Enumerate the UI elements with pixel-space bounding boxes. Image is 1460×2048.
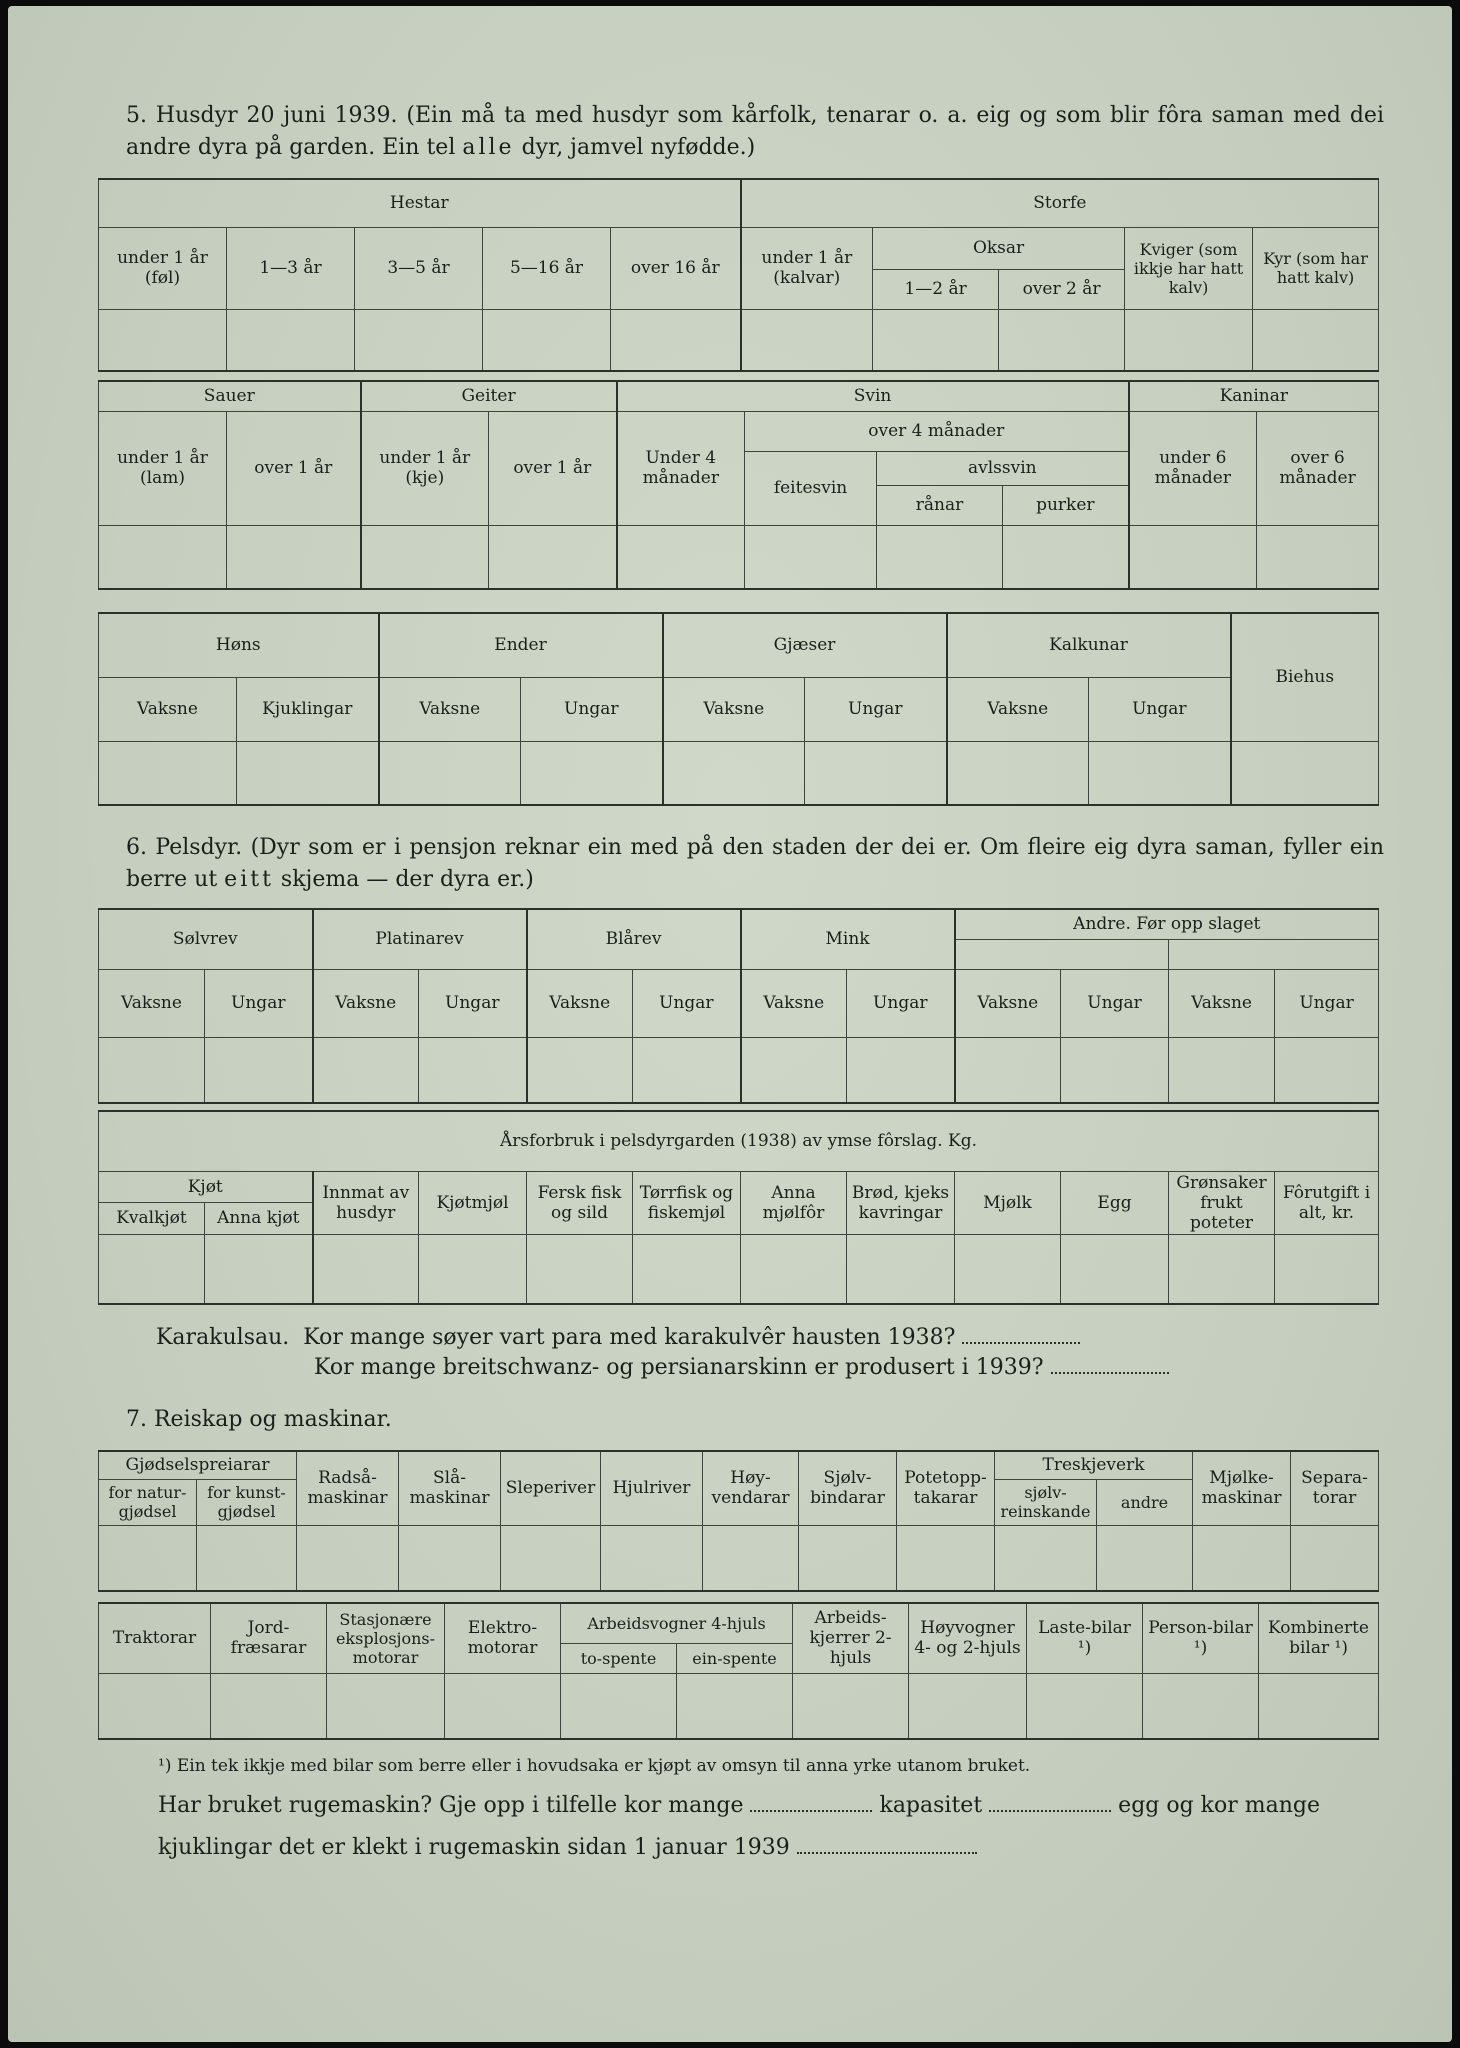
cell-ender-vaksne[interactable] xyxy=(379,741,521,805)
cell-kyr[interactable] xyxy=(1253,309,1379,371)
cell-gjaeser-ungar[interactable] xyxy=(805,741,947,805)
cell-einspente[interactable] xyxy=(677,1673,793,1739)
cell-anna-kjot[interactable] xyxy=(205,1234,313,1304)
header-kalkunar: Kalkunar xyxy=(947,613,1231,677)
cell-sla[interactable] xyxy=(399,1525,501,1591)
cell-geit-over[interactable] xyxy=(489,525,617,589)
section-6-heading: 6. Pelsdyr. (Dyr som er i pensjon reknar ein med på den staden der dei er. Om fleire eig dyra saman, fyller ein berre ut eitt skjema — der dyra er.) xyxy=(126,835,1384,892)
col-naturgjodsel: for natur-gjødsel xyxy=(99,1479,197,1525)
col-kalkunar-vaksne: Vaksne xyxy=(947,677,1089,741)
col-blarev-ungar: Ungar xyxy=(633,969,741,1037)
header-storfe: Storfe xyxy=(741,179,1379,227)
col-anna-kjot: Anna kjøt xyxy=(205,1203,313,1235)
col-sjolvbindarar: Sjølv-bindarar xyxy=(799,1451,897,1525)
rugemaskin-kapasitet-answer[interactable] xyxy=(989,1794,1111,1812)
col-oksar-1-2: 1—2 år xyxy=(873,269,999,309)
cell-torrfisk[interactable] xyxy=(633,1234,741,1304)
cell-kvalkjot[interactable] xyxy=(99,1234,205,1304)
table-pelsdyr xyxy=(98,908,1379,1104)
cell-mjolk[interactable] xyxy=(955,1234,1061,1304)
cell-kviger[interactable] xyxy=(1125,309,1253,371)
col-kyr: Kyr (som har hatt kalv) xyxy=(1253,227,1379,309)
cell-sau-over[interactable] xyxy=(227,525,361,589)
col-hest-3-5: 3—5 år xyxy=(355,227,483,309)
cell-hest-3-5[interactable] xyxy=(355,309,483,371)
col-kunstgjodsel: for kunst-gjødsel xyxy=(197,1479,297,1525)
cell-mink-ungar[interactable] xyxy=(847,1037,955,1103)
table-sauer-svin xyxy=(98,380,1379,590)
col-kombinerte-bilar: Kombinerte bilar ¹) xyxy=(1259,1603,1379,1673)
cell-blarev-ungar[interactable] xyxy=(633,1037,741,1103)
cell-kalkunar-vaksne[interactable] xyxy=(947,741,1089,805)
cell-gjaeser-vaksne[interactable] xyxy=(663,741,805,805)
table-reiskap-1 xyxy=(98,1450,1379,1592)
col-lastebilar: Laste-bilar ¹) xyxy=(1027,1603,1143,1673)
cell-fersk-fisk[interactable] xyxy=(527,1234,633,1304)
col-sleperiver: Sleperiver xyxy=(501,1451,601,1525)
header-hestar: Hestar xyxy=(99,179,741,227)
cell-hons-vaksne[interactable] xyxy=(99,741,237,805)
col-andre1-vaksne: Vaksne xyxy=(955,969,1061,1037)
cell-kombinerte-bilar[interactable] xyxy=(1259,1673,1379,1739)
cell-kunstgjodsel[interactable] xyxy=(197,1525,297,1591)
cell-tospente[interactable] xyxy=(561,1673,677,1739)
cell-stasjonaere-motorar[interactable] xyxy=(327,1673,445,1739)
rugemaskin-line-2: kjuklingar det er klekt i rugemaskin sidan 1 januar 1939 xyxy=(158,1832,1388,1864)
cell-sjolvreinskande[interactable] xyxy=(995,1525,1097,1591)
cell-solvrev-vaksne[interactable] xyxy=(99,1037,205,1103)
cell-andre1-vaksne[interactable] xyxy=(955,1037,1061,1103)
cell-biehus[interactable] xyxy=(1231,741,1379,805)
andre-slag-2[interactable] xyxy=(1169,939,1379,969)
cell-purker[interactable] xyxy=(1003,525,1129,589)
cell-potetopptakarar[interactable] xyxy=(897,1525,995,1591)
cell-innmat[interactable] xyxy=(313,1234,419,1304)
col-hons-vaksne: Vaksne xyxy=(99,677,237,741)
cell-andre2-ungar[interactable] xyxy=(1275,1037,1379,1103)
cell-elektromotorar[interactable] xyxy=(445,1673,561,1739)
cell-jordfresarar[interactable] xyxy=(211,1673,327,1739)
col-gjaeser-vaksne: Vaksne xyxy=(663,677,805,741)
andre-slag-1[interactable] xyxy=(955,939,1169,969)
table-fjorfe xyxy=(98,612,1379,806)
cell-hest-over16[interactable] xyxy=(611,309,741,371)
cell-hons-kjuklingar[interactable] xyxy=(237,741,379,805)
arsforbruk-title: Årsforbruk i pelsdyrgarden (1938) av ymse fôrslag. Kg. xyxy=(99,1111,1379,1171)
col-mjolkemaskinar: Mjølke-maskinar xyxy=(1193,1451,1291,1525)
section-7-heading: 7. Reiskap og maskinar. xyxy=(126,1407,392,1432)
col-svin-over: over 4 månader xyxy=(745,411,1129,451)
cell-kan-under[interactable] xyxy=(1129,525,1257,589)
col-solvrev-ungar: Ungar xyxy=(205,969,313,1037)
col-sjolvreinskande: sjølv-reinskande xyxy=(995,1479,1097,1525)
col-potetopptakarar: Potetopp-takarar xyxy=(897,1451,995,1525)
col-mink-vaksne: Vaksne xyxy=(741,969,847,1037)
col-einspente: ein-spente xyxy=(677,1643,793,1673)
header-solvrev: Sølvrev xyxy=(99,909,313,969)
header-blarev: Blårev xyxy=(527,909,741,969)
col-jordfresarar: Jord-fræsarar xyxy=(211,1603,327,1673)
cell-platinarev-ungar[interactable] xyxy=(419,1037,527,1103)
col-gjaeser-ungar: Ungar xyxy=(805,677,947,741)
col-purker: purker xyxy=(1003,485,1129,525)
col-arbeidsvogner: Arbeidsvogner 4-hjuls xyxy=(561,1603,793,1643)
rugemaskin-kjuklingar-answer[interactable] xyxy=(797,1836,977,1854)
header-biehus: Biehus xyxy=(1231,613,1379,741)
cell-radsa[interactable] xyxy=(297,1525,399,1591)
cell-anna-mjolfor[interactable] xyxy=(741,1234,847,1304)
col-kvalkjot: Kvalkjøt xyxy=(99,1203,205,1235)
header-platinarev: Platinarev xyxy=(313,909,527,969)
header-svin: Svin xyxy=(617,381,1129,411)
cell-arbeidskjerrer[interactable] xyxy=(793,1673,909,1739)
header-sauer: Sauer xyxy=(99,381,361,411)
col-hest-5-16: 5—16 år xyxy=(483,227,611,309)
col-mink-ungar: Ungar xyxy=(847,969,955,1037)
table-arsforbruk xyxy=(98,1110,1379,1305)
col-hest-over16: over 16 år xyxy=(611,227,741,309)
col-gronsaker: Grønsaker frukt poteter xyxy=(1169,1171,1275,1234)
header-gjaeser: Gjæser xyxy=(663,613,947,677)
cell-traktorar[interactable] xyxy=(99,1673,211,1739)
header-ender: Ender xyxy=(379,613,663,677)
col-stasjonaere-motorar: Stasjonære eksplosjons-motorar xyxy=(327,1603,445,1673)
karakul-q1: Karakulsau. Kor mange søyer vart para med karakulvêr hausten 1938? xyxy=(156,1322,1396,1354)
cell-blarev-vaksne[interactable] xyxy=(527,1037,633,1103)
cell-mink-vaksne[interactable] xyxy=(741,1037,847,1103)
footnote: ¹) Ein tek ikkje med bilar som berre eller i hovudsaka er kjøpt av omsyn til anna yrke utanom bruket. xyxy=(158,1756,1031,1776)
cell-forutgift[interactable] xyxy=(1275,1234,1379,1304)
col-mjolk: Mjølk xyxy=(955,1171,1061,1234)
col-oksar: Oksar xyxy=(873,227,1125,269)
col-platinarev-vaksne: Vaksne xyxy=(313,969,419,1037)
col-kalkunar-ungar: Ungar xyxy=(1089,677,1231,741)
col-ranar: rånar xyxy=(877,485,1003,525)
cell-kje[interactable] xyxy=(361,525,489,589)
col-elektromotorar: Elektro-motorar xyxy=(445,1603,561,1673)
col-solvrev-vaksne: Vaksne xyxy=(99,969,205,1037)
col-radsa: Radså-maskinar xyxy=(297,1451,399,1525)
col-oksar-over2: over 2 år xyxy=(999,269,1125,309)
col-separatorar: Separa-torar xyxy=(1291,1451,1379,1525)
col-kan-under: under 6 månader xyxy=(1129,411,1257,525)
cell-solvrev-ungar[interactable] xyxy=(205,1037,313,1103)
col-hoyvogner: Høyvogner 4- og 2-hjuls xyxy=(909,1603,1027,1673)
rugemaskin-line-1: Har bruket rugemaskin? Gje opp i tilfelle kor mange kapasitet egg og kor mange xyxy=(158,1793,1321,1818)
col-tresk-andre: andre xyxy=(1097,1479,1193,1525)
form-page xyxy=(8,6,1452,2042)
cell-personbilar[interactable] xyxy=(1143,1673,1259,1739)
col-sau-over: over 1 år xyxy=(227,411,361,525)
col-hons-kjuklingar: Kjuklingar xyxy=(237,677,379,741)
header-andre: Andre. Før opp slaget xyxy=(955,909,1379,939)
cell-kalvar[interactable] xyxy=(741,309,873,371)
cell-egg[interactable] xyxy=(1061,1234,1169,1304)
cell-kjotmjol[interactable] xyxy=(419,1234,527,1304)
header-mink: Mink xyxy=(741,909,955,969)
cell-tresk-andre[interactable] xyxy=(1097,1525,1193,1591)
cell-platinarev-vaksne[interactable] xyxy=(313,1037,419,1103)
col-ender-ungar: Ungar xyxy=(521,677,663,741)
col-treskjeverk: Treskjeverk xyxy=(995,1451,1193,1479)
col-ender-vaksne: Vaksne xyxy=(379,677,521,741)
cell-andre1-ungar[interactable] xyxy=(1061,1037,1169,1103)
col-fersk-fisk: Fersk fisk og sild xyxy=(527,1171,633,1234)
cell-brod[interactable] xyxy=(847,1234,955,1304)
col-egg: Egg xyxy=(1061,1171,1169,1234)
col-hjulriver: Hjulriver xyxy=(601,1451,703,1525)
col-hest-under1: under 1 år (føl) xyxy=(99,227,227,309)
col-tospente: to-spente xyxy=(561,1643,677,1673)
section-5-heading: 5. Husdyr 20 juni 1939. (Ein må ta med husdyr som kårfolk, tenarar o. a. eig og som blir fôra saman med dei andre dyra på garden. Ein tel alle dyr, jamvel nyfødde.) xyxy=(126,103,1384,160)
cell-hoyvendarar[interactable] xyxy=(703,1525,799,1591)
table-reiskap-2 xyxy=(98,1602,1379,1740)
col-gjodsel: Gjødselspreiarar xyxy=(99,1451,297,1479)
cell-kalkunar-ungar[interactable] xyxy=(1089,741,1231,805)
cell-andre2-vaksne[interactable] xyxy=(1169,1037,1275,1103)
col-sla: Slå-maskinar xyxy=(399,1451,501,1525)
cell-hest-1-3[interactable] xyxy=(227,309,355,371)
col-brod: Brød, kjeks kavringar xyxy=(847,1171,955,1234)
table-hestar-storfe xyxy=(98,178,1379,372)
col-hest-1-3: 1—3 år xyxy=(227,227,355,309)
cell-oksar-1-2[interactable] xyxy=(873,309,999,371)
cell-hest-under1[interactable] xyxy=(99,309,227,371)
cell-hjulriver[interactable] xyxy=(601,1525,703,1591)
cell-feitesvin[interactable] xyxy=(745,525,877,589)
col-geit-over: over 1 år xyxy=(489,411,617,525)
header-kaninar: Kaninar xyxy=(1129,381,1379,411)
cell-sleperiver[interactable] xyxy=(501,1525,601,1591)
cell-gronsaker[interactable] xyxy=(1169,1234,1275,1304)
col-andre1-ungar: Ungar xyxy=(1061,969,1169,1037)
cell-lam[interactable] xyxy=(99,525,227,589)
header-hons: Høns xyxy=(99,613,379,677)
col-andre2-vaksne: Vaksne xyxy=(1169,969,1275,1037)
col-personbilar: Person-bilar ¹) xyxy=(1143,1603,1259,1673)
col-forutgift: Fôrutgift i alt, kr. xyxy=(1275,1171,1379,1234)
col-platinarev-ungar: Ungar xyxy=(419,969,527,1037)
col-avlssvin: avlssvin xyxy=(877,451,1129,485)
col-arbeidskjerrer: Arbeids-kjerrer 2-hjuls xyxy=(793,1603,909,1673)
rugemaskin-antal-answer[interactable] xyxy=(750,1794,872,1812)
col-lam: under 1 år (lam) xyxy=(99,411,227,525)
karakul-q2: Kor mange breitschwanz- og persianarskinn er produsert i 1939? xyxy=(314,1352,1404,1384)
col-feitesvin: feitesvin xyxy=(745,451,877,525)
col-andre2-ungar: Ungar xyxy=(1275,969,1379,1037)
header-geiter: Geiter xyxy=(361,381,617,411)
cell-ranar[interactable] xyxy=(877,525,1003,589)
col-traktorar: Traktorar xyxy=(99,1603,211,1673)
cell-sjolvbindarar[interactable] xyxy=(799,1525,897,1591)
cell-oksar-over2[interactable] xyxy=(999,309,1125,371)
col-kviger: Kviger (som ikkje har hatt kalv) xyxy=(1125,227,1253,309)
cell-naturgjodsel[interactable] xyxy=(99,1525,197,1591)
col-innmat: Innmat av husdyr xyxy=(313,1171,419,1234)
cell-separatorar[interactable] xyxy=(1291,1525,1379,1591)
cell-ender-ungar[interactable] xyxy=(521,741,663,805)
cell-kan-over[interactable] xyxy=(1257,525,1379,589)
cell-hoyvogner[interactable] xyxy=(909,1673,1027,1739)
cell-hest-5-16[interactable] xyxy=(483,309,611,371)
col-kan-over: over 6 månader xyxy=(1257,411,1379,525)
cell-svin-under[interactable] xyxy=(617,525,745,589)
cell-mjolkemaskinar[interactable] xyxy=(1193,1525,1291,1591)
col-blarev-vaksne: Vaksne xyxy=(527,969,633,1037)
col-svin-under: Under 4 månader xyxy=(617,411,745,525)
karakul-q1-answer[interactable] xyxy=(962,1326,1080,1344)
karakul-q2-answer[interactable] xyxy=(1051,1356,1169,1374)
col-kjotmjol: Kjøtmjøl xyxy=(419,1171,527,1234)
col-kjot: Kjøt xyxy=(99,1171,313,1203)
col-kalvar: under 1 år (kalvar) xyxy=(741,227,873,309)
col-kje: under 1 år (kje) xyxy=(361,411,489,525)
col-anna-mjolfor: Anna mjølfôr xyxy=(741,1171,847,1234)
col-hoyvendarar: Høy-vendarar xyxy=(703,1451,799,1525)
col-torrfisk: Tørrfisk og fiskemjøl xyxy=(633,1171,741,1234)
cell-lastebilar[interactable] xyxy=(1027,1673,1143,1739)
